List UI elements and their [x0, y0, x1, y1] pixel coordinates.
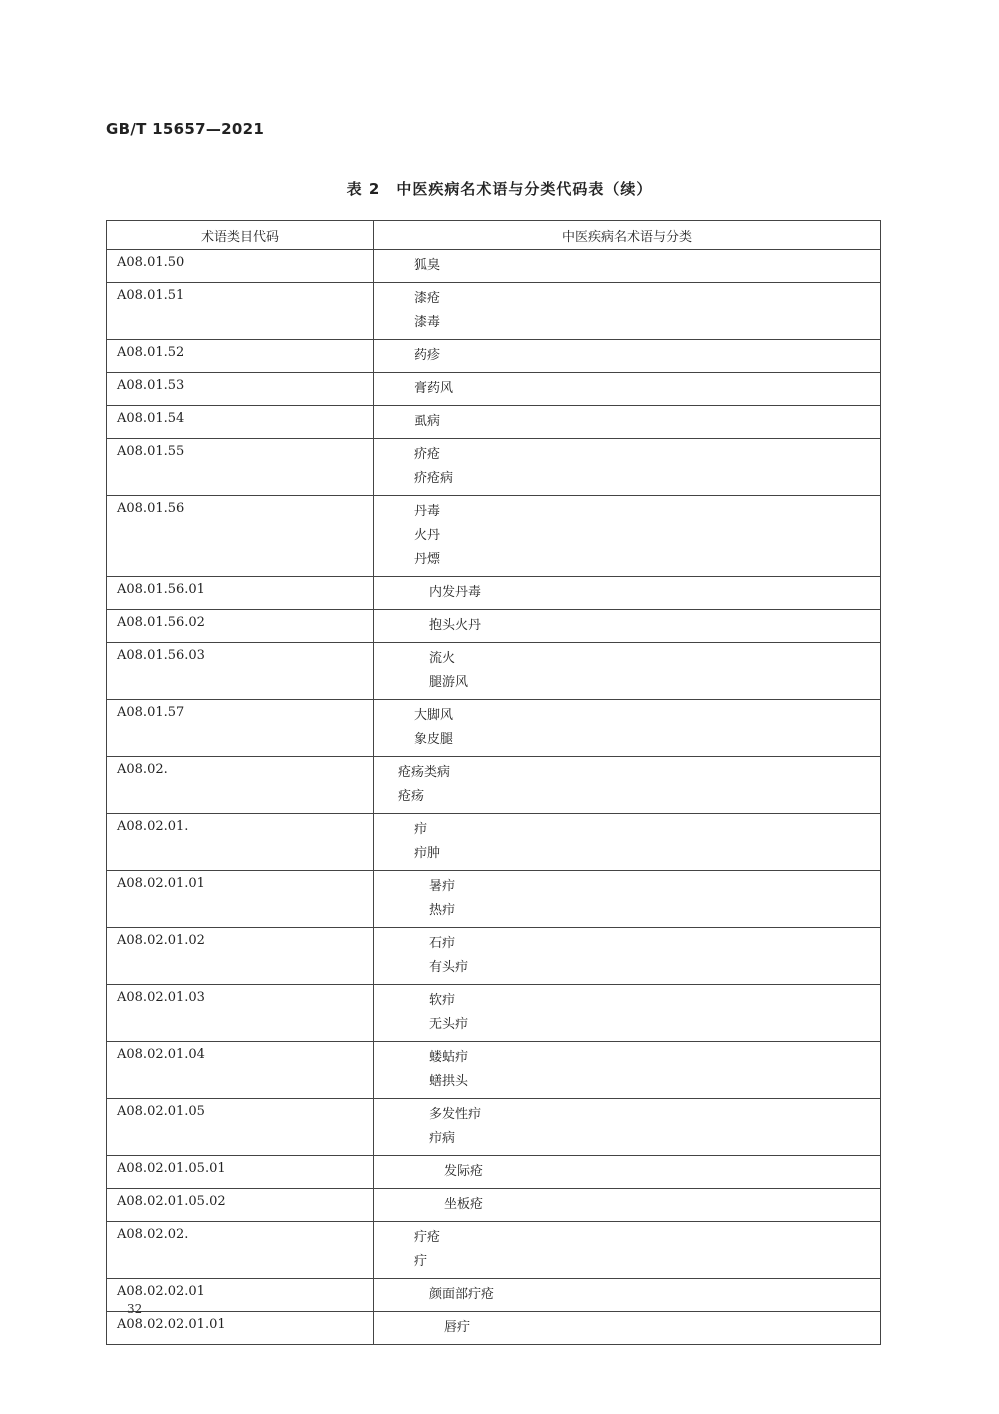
table-row	[107, 283, 881, 340]
disease-terms-cell	[374, 250, 881, 283]
disease-term: 丹熛	[414, 552, 441, 567]
disease-terms-cell	[374, 1156, 881, 1189]
term-category-code: A08.01.53	[107, 373, 374, 406]
disease-terms-cell	[374, 1222, 881, 1279]
disease-terms-cell	[374, 283, 881, 340]
disease-terms-cell	[374, 814, 881, 871]
disease-terms-cell	[374, 439, 881, 496]
disease-terms-cell	[374, 1042, 881, 1099]
disease-term: 软疖	[429, 993, 456, 1008]
disease-term: 药疹	[414, 348, 441, 363]
term-category-code: A08.02.01.04	[107, 1042, 374, 1099]
term-category-code: A08.01.55	[107, 439, 374, 496]
term-category-code: A08.02.01.01	[107, 871, 374, 928]
disease-terms-cell	[374, 340, 881, 373]
table-row	[107, 928, 881, 985]
term-category-code: A08.02.02.01	[107, 1279, 374, 1312]
table-row	[107, 871, 881, 928]
disease-term: 发际疮	[444, 1164, 484, 1179]
term-category-code: A08.01.50	[107, 250, 374, 283]
term-category-code: A08.02.01.05.01	[107, 1156, 374, 1189]
table-row	[107, 757, 881, 814]
table-row	[107, 1042, 881, 1099]
term-category-code: A08.02.01.03	[107, 985, 374, 1042]
disease-term: 暑疖	[429, 879, 456, 894]
table-row	[107, 340, 881, 373]
disease-term: 多发性疖	[429, 1107, 482, 1122]
table-row	[107, 373, 881, 406]
disease-term: 蟮拱头	[429, 1074, 469, 1089]
table-row	[107, 700, 881, 757]
term-category-code: A08.02.01.05.02	[107, 1189, 374, 1222]
disease-term: 大脚风	[414, 708, 454, 723]
term-category-code: A08.02.02.	[107, 1222, 374, 1279]
disease-term: 内发丹毒	[429, 585, 482, 600]
disease-term: 坐板疮	[444, 1197, 484, 1212]
disease-term: 疮疡类病	[398, 765, 451, 780]
page-number: 32	[127, 1302, 143, 1316]
disease-terms-cell	[374, 1279, 881, 1312]
disease-term: 狐臭	[414, 258, 441, 273]
disease-term: 疔	[414, 1254, 428, 1269]
disease-term: 疮疡	[398, 789, 425, 804]
table-row	[107, 1099, 881, 1156]
table-row	[107, 1312, 881, 1345]
term-category-code: A08.01.56.03	[107, 643, 374, 700]
disease-term: 膏药风	[414, 381, 454, 396]
disease-term: 虱病	[414, 414, 441, 429]
disease-term: 无头疖	[429, 1017, 469, 1032]
disease-terms-cell	[374, 643, 881, 700]
disease-term: 蝼蛄疖	[429, 1050, 469, 1065]
table-row	[107, 1222, 881, 1279]
table-row	[107, 1189, 881, 1222]
disease-terms-cell	[374, 1099, 881, 1156]
disease-term: 漆疮	[414, 291, 441, 306]
disease-term: 疖病	[429, 1131, 456, 1146]
disease-terms-cell	[374, 1312, 881, 1345]
term-category-code: A08.01.56.02	[107, 610, 374, 643]
disease-term: 颜面部疔疮	[429, 1287, 495, 1302]
table-title: 表 2 中医疾病名术语与分类代码表（续）	[346, 180, 653, 198]
disease-term: 石疖	[429, 936, 456, 951]
disease-terms-cell	[374, 700, 881, 757]
term-category-code: A08.01.56.01	[107, 577, 374, 610]
disease-term: 疥疮病	[414, 471, 454, 486]
term-category-code: A08.02.01.	[107, 814, 374, 871]
disease-terms-cell	[374, 928, 881, 985]
table-row	[107, 1156, 881, 1189]
disease-term: 疖	[414, 822, 428, 837]
term-category-code: A08.02.01.02	[107, 928, 374, 985]
disease-term: 疖肿	[414, 846, 441, 861]
table-row	[107, 577, 881, 610]
disease-term: 疥疮	[414, 447, 441, 462]
standard-code: GB/T 15657—2021	[106, 120, 265, 138]
table-row	[107, 439, 881, 496]
disease-term: 唇疔	[444, 1320, 471, 1335]
table-row	[107, 985, 881, 1042]
disease-term: 腿游风	[429, 675, 469, 690]
disease-terms-cell	[374, 757, 881, 814]
term-category-code: A08.02.	[107, 757, 374, 814]
table-body	[107, 250, 881, 1345]
table-row	[107, 610, 881, 643]
table-row	[107, 1279, 881, 1312]
disease-term: 丹毒	[414, 504, 441, 519]
disease-term: 有头疖	[429, 960, 469, 975]
term-category-code: A08.02.02.01.01	[107, 1312, 374, 1345]
disease-term: 抱头火丹	[429, 618, 482, 633]
disease-terms-cell	[374, 496, 881, 577]
disease-terms-cell	[374, 985, 881, 1042]
term-category-code: A08.02.01.05	[107, 1099, 374, 1156]
disease-term: 火丹	[414, 528, 441, 543]
disease-term: 疔疮	[414, 1230, 441, 1245]
term-category-code: A08.01.51	[107, 283, 374, 340]
column-header-code: 术语类目代码	[107, 221, 374, 250]
disease-terms-cell	[374, 373, 881, 406]
table-row	[107, 643, 881, 700]
term-category-code: A08.01.56	[107, 496, 374, 577]
table-row	[107, 814, 881, 871]
disease-terms-cell	[374, 406, 881, 439]
disease-term: 漆毒	[414, 315, 441, 330]
column-header-terms: 中医疾病名术语与分类	[374, 221, 881, 250]
term-category-code: A08.01.54	[107, 406, 374, 439]
code-table	[106, 220, 881, 1345]
disease-terms-cell	[374, 610, 881, 643]
table-row	[107, 496, 881, 577]
disease-terms-cell	[374, 1189, 881, 1222]
disease-term: 热疖	[429, 903, 456, 918]
table-row	[107, 406, 881, 439]
table-row	[107, 250, 881, 283]
disease-terms-cell	[374, 871, 881, 928]
disease-term: 流火	[429, 651, 456, 666]
disease-terms-cell	[374, 577, 881, 610]
term-category-code: A08.01.52	[107, 340, 374, 373]
term-category-code: A08.01.57	[107, 700, 374, 757]
table-header-row	[107, 221, 881, 250]
disease-term: 象皮腿	[414, 732, 454, 747]
